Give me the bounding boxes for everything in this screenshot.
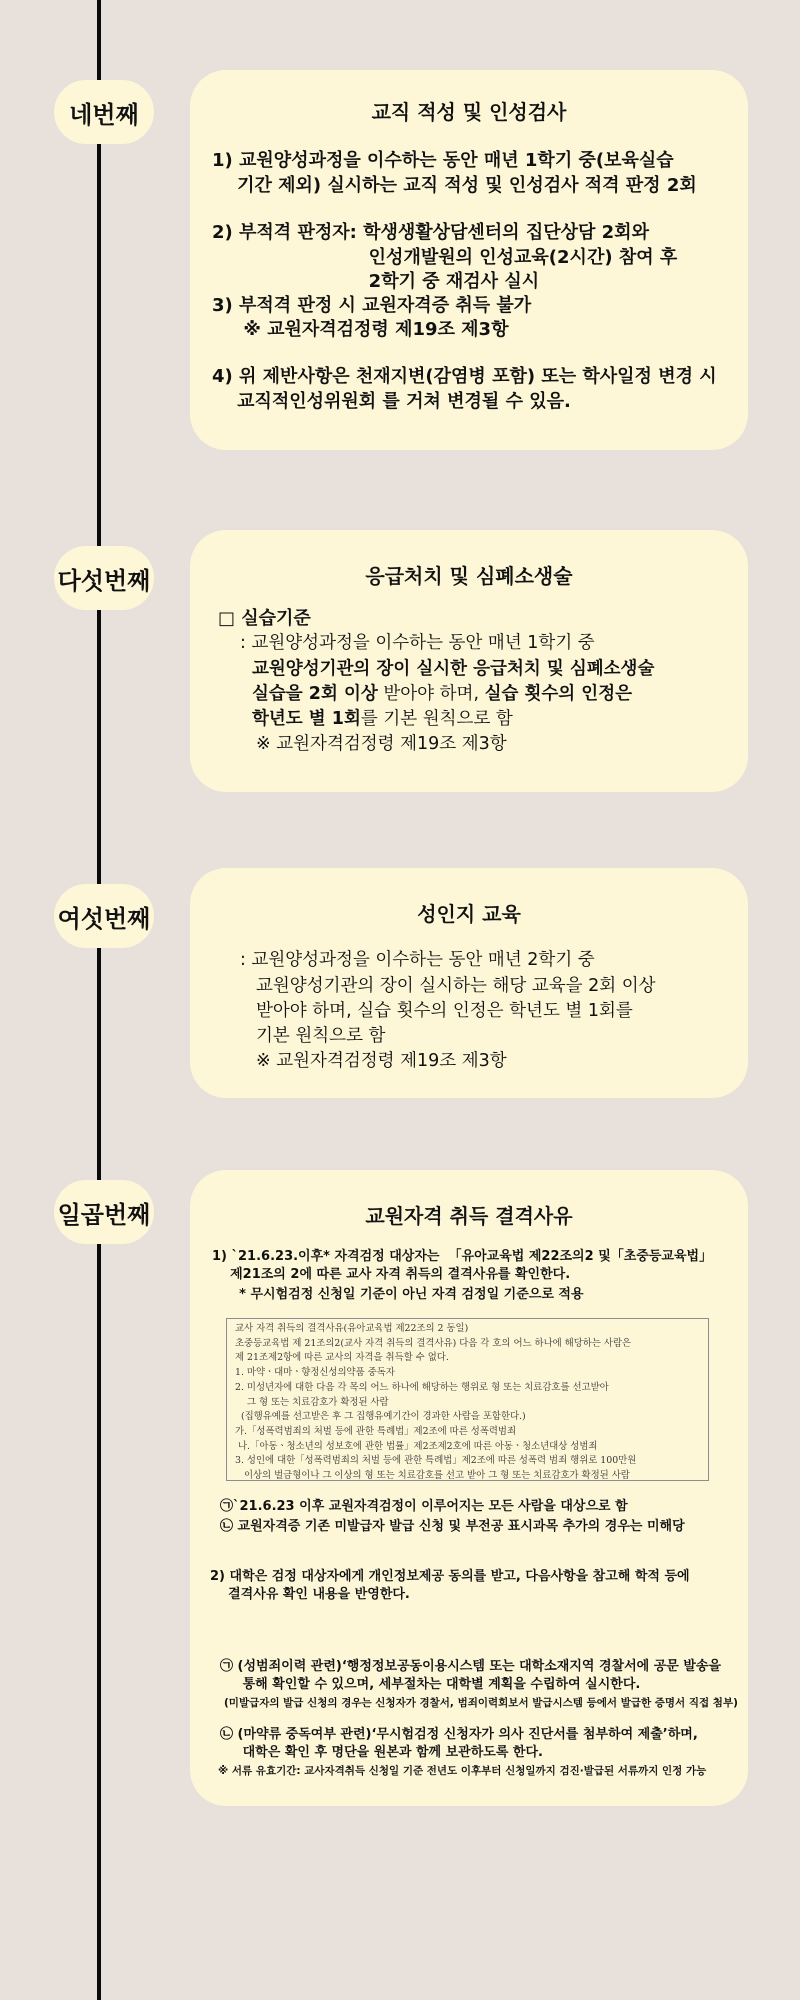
law-line: 1. 마약ㆍ대마ㆍ향정신성의약품 중독자 — [235, 1367, 395, 1379]
criminal-record-line: 통해 확인할 수 있으며, 세부절차는 대학별 계획을 수립하여 실시한다. — [220, 1677, 641, 1692]
plain-text: 를 기본 원칙으로 함 — [360, 709, 513, 729]
law-excerpt-box — [226, 1318, 709, 1481]
law-line: 제 21조제2항에 따른 교사의 자격을 취득할 수 없다. — [235, 1352, 449, 1364]
law-line: 가.「성폭력범죄의 처벌 등에 관한 특례법」제2조에 따른 성폭력범죄 — [235, 1425, 517, 1437]
timeline-line — [97, 0, 101, 2000]
law-line: 그 형 또는 치료감호가 확정된 사람 — [235, 1396, 389, 1408]
drug-check-line: ㉡ (마약류 중독여부 관련)‘무시험검정 신청자가 의사 진단서를 첨부하여 제출’하며, — [220, 1727, 698, 1742]
item-line: 인성개발원의 인성교육(2시간) 참여 후 — [212, 247, 678, 268]
item-line: 4) 위 제반사항은 천재지변(감염병 포함) 또는 학사일정 변경 시 — [212, 366, 717, 387]
emphasis: 실습 횟수의 인정은 — [484, 684, 633, 704]
law-line: 교사 자격 취득의 결격사유(유아교육법 제22조의 2 동일) — [235, 1323, 469, 1334]
section-badge: 일곱번째 — [54, 1180, 154, 1244]
item-line: 교직적인성위원회 를 거쳐 변경될 수 있음. — [212, 391, 571, 412]
body-line: 교원양성기관의 장이 실시하는 해당 교육을 2회 이상 — [256, 976, 656, 996]
legal-reference: ※ 교원자격검정령 제19조 제3항 — [256, 1051, 507, 1071]
paragraph-line: 1) `21.6.23.이후* 자격검정 대상자는 「유아교육법 제22조의2 및「초중등교육법」 — [212, 1249, 713, 1264]
note-line: ㉡ 교원자격증 기존 미발급자 발급 신청 및 부전공 표시과목 추가의 경우는 미해당 — [220, 1519, 685, 1534]
paragraph-line: 2) 대학은 검정 대상자에게 개인정보제공 동의를 받고, 다음사항을 참고해 학적 등에 — [210, 1569, 690, 1584]
body-line: 교원양성기관의 장이 실시한 응급처치 및 심폐소생술 — [252, 659, 655, 679]
item-line: 3) 부적격 판정 시 교원자격증 취득 불가 — [212, 295, 532, 316]
body-line: : 교원양성과정을 이수하는 동안 매년 2학기 중 — [240, 950, 595, 970]
item-line: 1) 교원양성과정을 이수하는 동안 매년 1학기 중(보육실습 — [212, 150, 674, 171]
attachment-note: (미발급자의 발급 신청의 경우는 신청자가 경찰서, 범죄이력회보서 발급시스템 등에서 발급한 증명서 직접 첨부) — [224, 1697, 738, 1709]
section-title: 교직 적성 및 인성검사 — [371, 100, 567, 124]
section-card — [190, 530, 748, 792]
emphasis: 실습을 2회 이상 — [252, 684, 378, 704]
criminal-record-line: ㉠ (성범죄이력 관련)‘행정정보공동이용시스템 또는 대학소재지역 경찰서에 공문 발송을 — [220, 1659, 722, 1674]
body-line — [252, 682, 632, 707]
item-line: 2학기 중 재검사 실시 — [212, 271, 540, 292]
body-line: 기본 원칙으로 함 — [256, 1026, 386, 1046]
section-card — [190, 868, 748, 1098]
body-line: 받아야 하며, 실습 횟수의 인정은 학년도 별 1회를 — [256, 1001, 633, 1021]
section-card — [190, 1170, 748, 1806]
law-line: 이상의 벌금형이나 그 이상의 형 또는 치료감호를 선고 받아 그 형 또는 치료감호가 확정된 사람 — [235, 1470, 630, 1482]
section-badge: 네번째 — [54, 80, 154, 144]
body-line — [252, 707, 513, 732]
law-line: 나.「아동ㆍ청소년의 성보호에 관한 법률」제2조제2호에 따른 아동ㆍ청소년대상 성범죄 — [235, 1440, 598, 1452]
law-line: (집행유예를 선고받은 후 그 집행유예기간이 경과한 사람을 포함한다.) — [235, 1411, 526, 1423]
item-line: 기간 제외) 실시하는 교직 적성 및 인성검사 적격 판정 2회 — [212, 175, 697, 196]
plain-text: 받아야 하며, — [377, 684, 485, 704]
section-badge: 다섯번째 — [54, 546, 154, 610]
emphasis: 학년도 별 1회 — [252, 709, 361, 729]
law-line: 3. 성인에 대한「성폭력범죄의 처벌 등에 관한 특례법」제2조에 따른 성폭력 범죄 행위로 100만원 — [235, 1455, 637, 1467]
validity-footnote: ※ 서류 유효기간: 교사자격취득 신청일 기준 전년도 이후부터 신청일까지 검진·발급된 서류까지 인정 가능 — [218, 1765, 707, 1777]
section-badge: 여섯번째 — [54, 884, 154, 948]
section-title: 교원자격 취득 결격사유 — [365, 1204, 573, 1228]
body-line: : 교원양성과정을 이수하는 동안 매년 1학기 중 — [240, 633, 595, 653]
legal-reference: ※ 교원자격검정령 제19조 제3항 — [256, 734, 507, 754]
paragraph-line: 결격사유 확인 내용을 반영한다. — [210, 1587, 410, 1602]
law-line: 초중등교육법 제 21조의2(교사 자격 취득의 결격사유) 다음 각 호의 어느 하나에 해당하는 사람은 — [235, 1337, 632, 1349]
section-card — [190, 70, 748, 450]
paragraph-line: 제21조의 2에 따른 교사 자격 취득의 결격사유를 확인한다. — [212, 1267, 571, 1282]
criteria-heading: □ 실습기준 — [218, 608, 311, 629]
section-title: 응급처치 및 심폐소생술 — [365, 564, 573, 588]
section-title: 성인지 교육 — [417, 902, 521, 926]
item-line: 2) 부적격 판정자: 학생생활상담센터의 집단상담 2회와 — [212, 222, 649, 243]
paragraph-line: * 무시험검정 신청일 기준이 아닌 자격 검정일 기준으로 적용 — [212, 1287, 584, 1302]
drug-check-line: 대학은 확인 후 명단을 원본과 함께 보관하도록 한다. — [220, 1745, 543, 1760]
legal-reference: ※ 교원자격검정령 제19조 제3항 — [212, 319, 509, 340]
law-line: 2. 미성년자에 대한 다음 각 목의 어느 하나에 해당하는 행위로 형 또는 치료감호를 선고받아 — [235, 1381, 609, 1393]
note-line: ㉠`21.6.23 이후 교원자격검정이 이루어지는 모든 사람을 대상으로 함 — [220, 1499, 628, 1514]
